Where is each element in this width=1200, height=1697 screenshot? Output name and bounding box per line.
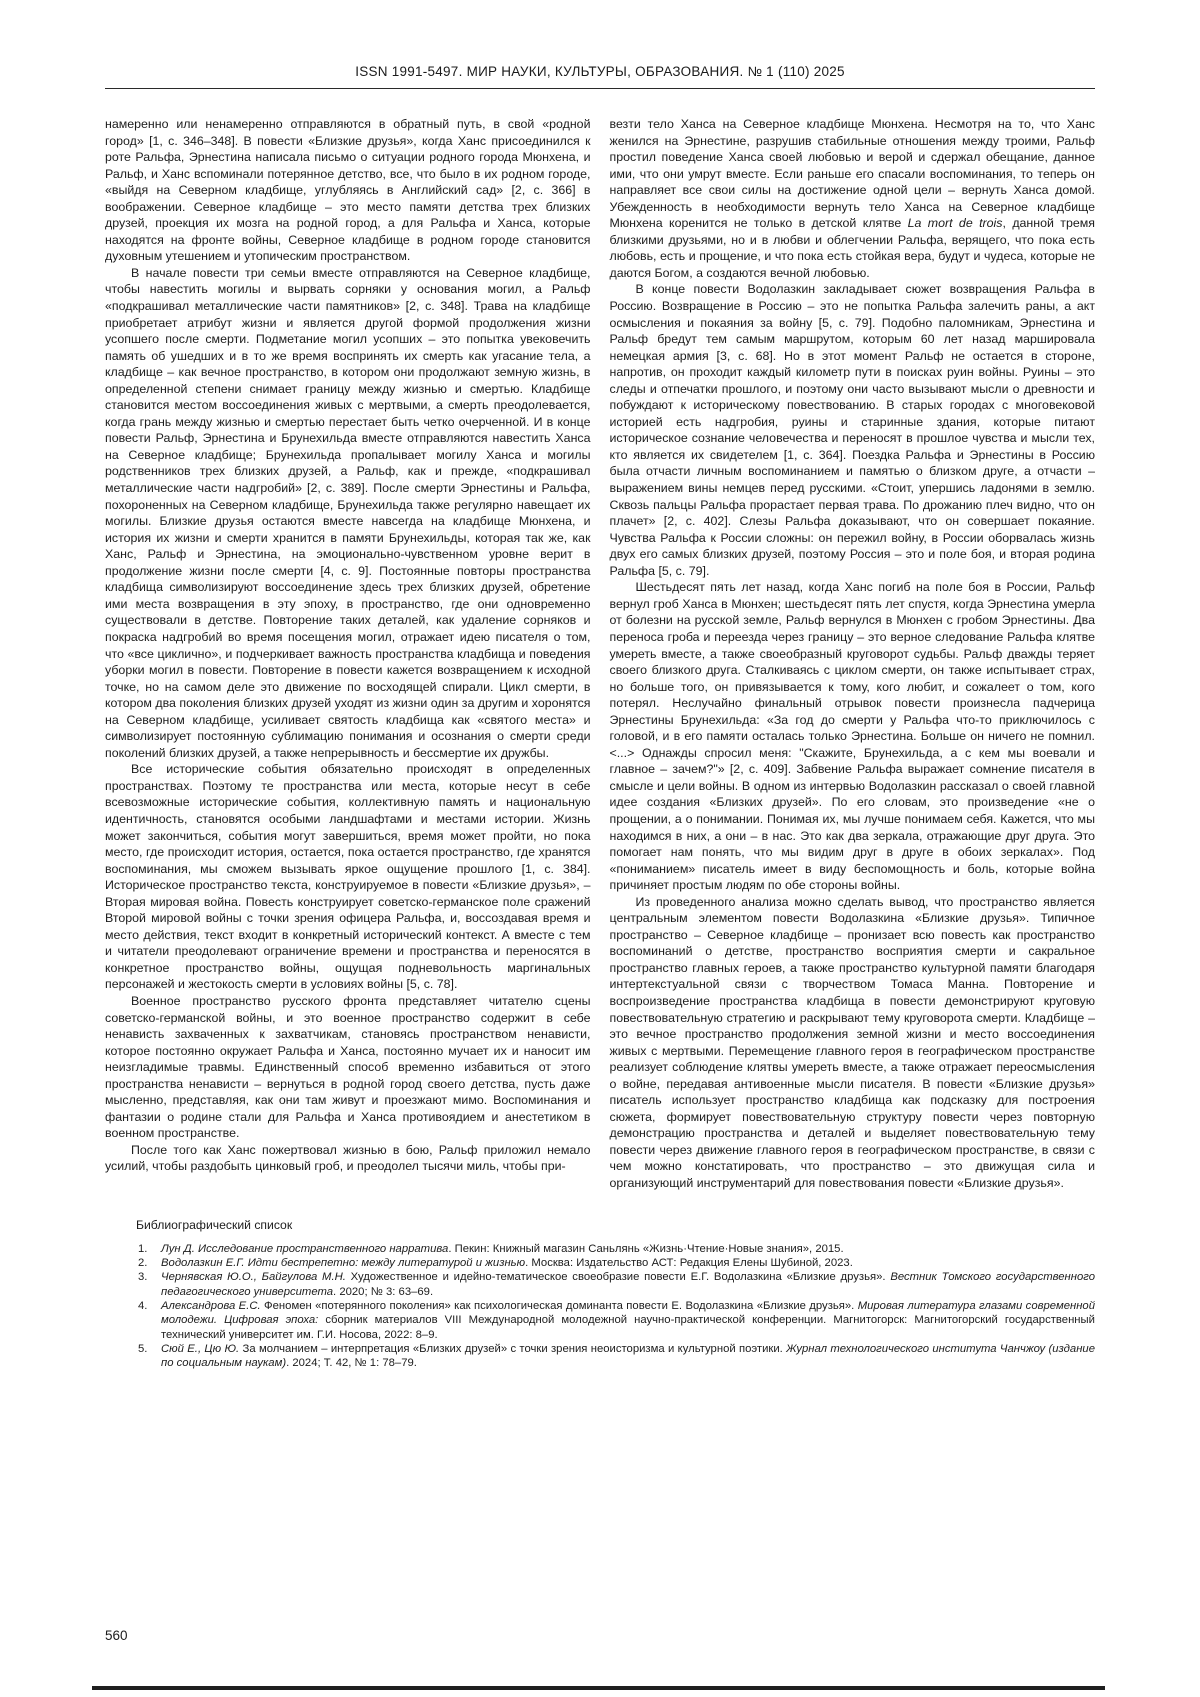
bibliography-entry-text: Водолазкин Е.Г. Идти бестрепетно: между литературой и жизнью. Москва: Издательство АСТ: Редакция Елены Шубиной, 2023. (161, 1257, 853, 1270)
bibliography-entry-number: 5. (138, 1342, 148, 1355)
paragraph: намеренно или ненамеренно отправляются в обратный путь, в свой «родной город» [1, с. 346–348]. В повести «Близкие друзья», когда Ханс присоединился к роте Ральфа, Эрнестина написала письмо о ситуации родного города Мюнхена, и Ральф, и Ханс вспоминали потерянное детство, все, что было в их родном городе, «выйдя на Северном кладбище, углубляясь в Английский сад» [2, с. 366] в воображении. Северное кладбище – это место памяти детства трех близких друзей, проекция их мозга на родной город, а для Ральфа и Ханса, которые находятся на фронте войны, Северное кладбище в родном городе становится духовным утешением и утопическим пространством. (105, 117, 591, 264)
header-rule (105, 88, 1095, 89)
bibliography-entry-number: 4. (138, 1300, 148, 1313)
page-header (105, 64, 1095, 89)
bibliography-entry-number: 2. (138, 1257, 148, 1270)
right-column (610, 116, 1096, 1192)
paragraph: В начале повести три семьи вместе отправляются на Северное кладбище, чтобы навестить могилы и вырвать сорняки у основания могил, а Ральф «подкрашивал металлические части памятников» [2, с. 348]. Трава на кладбище приобретает атрибут жизни и является другой формой продолжения жизни усопшего после смерти. Подметание могил усопших – это попытка увековечить память об ушедших и в то же время воспринять их смерть как угасание тела, а кладбище – как вечное пространство, в котором они продолжают земную жизнь, в определенной степени снимает границу между жизнью и смертью. Кладбище становится местом воссоединения живых с мертвыми, а смерть преодолевается, когда грань между жизнью и смертью перестает быть четко очерченной. И в конце повести Ральф, Эрнестина и Брунехильда вместе отправляются навестить Ханса на Северное кладбище; Брунехильда пропалывает могилу Ханса и могилы родственников трех близких друзей, а Ральф, как и прежде, «подкрашивал металлические части надгробий» [2, с. 389]. После смерти Эрнестины и Ральфа, похороненных на Северном кладбище, Брунехильда также регулярно навещает их могилы. Близкие друзья остаются вместе навсегда на кладбище Мюнхена, и история их жизни и смерти хранится в памяти Брунехильды, которая так же, как Ханс, Ральф и Эрнестина, на эмоционально-чувственном уровне верит в продолжение жизни после смерти [4, с. 9]. Постоянные повторы пространства кладбища символизируют воссоединение здесь трех близких друзей, обретение ими места возвращения в эту эпоху, в пространство, где они одновременно существовали в детстве. Повторение таких деталей, как удаление сорняков и покраска надгробий во время посещения могил, отражает идею писателя о том, что «все циклично», и подчеркивает важность пространства кладбища и поведения уборки могил в повести. Повторение в повести кажется возвращением к исходной точке, но на самом деле это движение по восходящей спирали. Цикл смерти, в котором два поколения близких друзей уходят из жизни один за другим и хоронятся на Северном кладбище, усиливает святость кладбища как «святого места» и символизирует постоянную сублимацию понимания и осознания о смерти среди поколений близких друзей, а также непрерывность и бессмертие их дружбы. (105, 265, 591, 760)
bibliography-entry-number: 1. (138, 1242, 148, 1255)
bibliography-entry-text: Александрова Е.С. Феномен «потерянного поколения» как психологическая доминанта повести Е. Водолазкина «Близкие друзья». Мировая литература глазами современной молодежи. Цифровая эпоха: сборник материалов VIII Международной молодежной научно-практической конференции. Магнитогорск: Магнитогорский государственный технический университет им. Г.И. Носова, 2022: 8–9. (161, 1300, 1095, 1341)
paragraph: После того как Ханс пожертвовал жизнью в бою, Ральф приложил немало усилий, чтобы раздобыть цинковый гроб, и преодолел тысячи миль, чтобы при- (105, 1142, 591, 1174)
bibliography-entry-text: Сюй Е., Цю Ю. За молчанием – интерпретация «Близких друзей» с точки зрения неоисторизма и культурной поэтики. Журнал технологического института Чанчжоу (издание по социальным наукам). 2024; Т. 42, № 1: 78–79. (161, 1342, 1095, 1370)
bibliography-entry (105, 1270, 1095, 1299)
bibliography-entry (105, 1342, 1095, 1371)
paragraph: Все исторические события обязательно происходят в определенных пространствах. Поэтому те пространства или места, которые несут в себе всевозможные исторические события, коллективную память и национальную идентичность, становятся особыми ландшафтами и местами истории. Жизнь может закончиться, события могут завершиться, время может пройти, но пока место, где происходит история, остается, пока остается пространство, где хранятся воспоминания, мы сможем вызывать яркое ощущение прошлого [1, с. 384]. Историческое пространство текста, конструируемое в повести «Близкие друзья», – Вторая мировая война. Повесть конструирует советско-германское поле сражений Второй мировой войны с точки зрения офицера Ральфа, и, воссоздавая время и место действия, текст входит в конкретный исторический контекст. А вместе с тем и читатели преодолевают ограничение времени и пространства и переносятся в конкретное пространство войны, ощущая подневольность маргинальных персонажей и жестокость смерти в условиях войны [5, с. 78]. (105, 762, 591, 992)
bibliography-title: Библиографический список (136, 1217, 293, 1232)
paragraph: везти тело Ханса на Северное кладбище Мюнхена. Несмотря на то, что Ханс женился на Эрнестине, разрушив стабильные отношения между троими, Ральф простил поведение Ханса своей любовью и верой и сдержал обещание, данное ими, что они умрут вместе. Если раньше его спасали воспоминания, то теперь он направляет все свои силы на достижение одной цели – вернуть Ханса домой. Убежденность в необходимости вернуть тело Ханса на Северное кладбище Мюнхена коренится не только в детской клятве La mort de trois, данной тремя близкими друзьями, но и в любви и облегчении Ральфа, верящего, что пока есть любовь, есть и прощение, и что пока есть стойкая вера, будут и чудеса, которые не даются Богом, а создаются вечной любовью. (609, 117, 1095, 280)
paragraph: Из проведенного анализа можно сделать вывод, что пространство является центральным элементом повести Водолазкина «Близкие друзья». Типичное пространство – Северное кладбище – пронизает всю повесть как пространство воспоминаний о детстве, пространство восприятия смерти и сакральное пространство главных героев, а также пространство культурной памяти благодаря интертекстуальной связи с творчеством Томаса Манна. Повторение и воспроизведение пространства кладбища в повести демонстрируют круговую повествовательную стратегию и раскрывают тему круговорота смерти. Кладбище – это вечное пространство продолжения земной жизни и место воссоединения живых с мертвыми. Перемещение главного героя в географическом пространстве реализует соблюдение клятвы умереть вместе, а также отражает переосмысления о войне, передавая антивоенные мысли писателя. В повести «Близкие друзья» писатель использует пространство кладбища как подсказку для построения сюжета, формирует повествовательную структуру повести через повторную демонстрацию пространства и деталей и выделяет повествовательную тему повести через движение главного героя в географическом пространстве, в связи с чем можно констатировать, что пространство – это движущая сила и организующий инструментарий для повествования повести «Близкие друзья». (609, 894, 1095, 1190)
paragraph: Шестьдесят пять лет назад, когда Ханс погиб на поле боя в России, Ральф вернул гроб Ханса в Мюнхен; шестьдесят пять лет спустя, когда Эрнестина умерла от болезни на русской земле, Ральф вернулся в Мюнхен с гробом Эрнестины. Два переноса гроба и переезда через границу – это верное следование Ральфа клятве умереть вместе, а также своеобразный круговорот судьбы. Ральф дважды теряет своего близкого друга. Сталкиваясь с циклом смерти, он также испытывает страх, но больше того, он привязывается к тому, кого любит, и сожалеет о том, кого потерял. Неслучайно финальный отрывок повести произнесла падчерица Эрнестины Брунехильда: «За год до смерти у Ральфа что-то приключилось с головой, и в его памяти осталась только Эрнестина. Больше он ничего не помнил. <...> Однажды спросил меня: "Скажите, Брунехильда, а с кем мы воевали и главное – зачем?"» [2, с. 409]. Забвение Ральфа выражает сомнение писателя в смысле и цели войны. В одном из интервью Водолазкин рассказал о своей главной идее создания «Близких друзей». По его словам, это произведение «не о прощении, а о понимании. Понимая их, мы лучше понимаем себя. Кажется, что мы находимся в них, а они – в нас. Это как два зеркала, отражающие друг друга. Это помогает нам понять, что мы видим друг в друге в обоих зеркалах». Под «пониманием» писатель имеет в виду беспомощность и боль, которые война причиняет простым людям по обе стороны войны. (609, 580, 1095, 893)
bibliography-entry-text: Лун Д. Исследование пространственного нарратива. Пекин: Книжный магазин Саньлянь «Жизнь·Чтение·Новые знания», 2015. (161, 1242, 844, 1255)
bibliography-entry (105, 1256, 1095, 1270)
bibliography-entry (105, 1242, 1095, 1256)
article-body (105, 116, 1095, 1192)
bibliography-entry-number: 3. (138, 1271, 148, 1284)
paragraph: В конце повести Водолазкин закладывает сюжет возвращения Ральфа в Россию. Возвращение в Россию – это не попытка Ральфа залечить раны, а акт осмысления и покаяния за войну [5, с. 79]. Подобно паломникам, Эрнестина и Ральф бредут тем самым маршрутом, которым 60 лет назад маршировала немецкая армия [3, с. 68]. Но в этот момент Ральф не остается в стороне, напротив, он проходит каждый километр пути в поисках руин войны. Руины – это следы и отпечатки прошлого, и поэтому они часто вызывают мысли о древности и побуждают к историческому повествованию. В старых городах с многовековой историей есть надгробия, руины и старинные здания, которые питают историческое сознание человечества и переносят в прошлое чувства и мысли тех, кто является их свидетелем [1, с. 364]. Поездка Ральфа и Эрнестины в Россию была отчасти личным воспоминанием и памятью о близком друге, а отчасти – выражением вины немцев перед русскими. «Стоит, упершись ладонями в землю. Сквозь пальцы Ральфа прорастает первая трава. По дрожанию плеч видно, что он плачет» [2, с. 402]. Слезы Ральфа доказывают, что он совершает покаяние. Чувства Ральфа к России сложны: он пережил войну, в России оборвалась жизнь двух его самых близких друзей, поэтому Россия – это и поле боя, и вторая родина Ральфа [5, с. 79]. (609, 282, 1095, 578)
page-number: 560 (105, 1628, 128, 1643)
journal-issue-line: ISSN 1991-5497. МИР НАУКИ, КУЛЬТУРЫ, ОБРАЗОВАНИЯ. № 1 (110) 2025 (355, 64, 845, 79)
bibliography-section (105, 1218, 1095, 1371)
paragraph: Военное пространство русского фронта представляет читателю сцены советско-германской войны, и это военное пространство содержит в себе ненависть захваченных к захватчикам, становясь пространством ненависти, которое постоянно окружает Ральфа и Ханса, постоянно мучает их и наносит им неизгладимые травмы. Единственный способ временно избавиться от этого пространства ненависти – вернуться в родной город своего детства, пусть даже мысленно, представляя, как они там живут и проезжают мимо. Воспоминания и фантазии о родине стали для Ральфа и Ханса противоядием и анестетиком в военном пространстве. (105, 993, 591, 1141)
bibliography-entry (105, 1299, 1095, 1342)
left-column (105, 116, 591, 1192)
bibliography-entry-text: Чернявская Ю.О., Байгулова М.Н. Художественное и идейно-тематическое своеобразие повести Е.Г. Водолазкина «Близкие друзья». Вестник Томского государственного педагогического университета. 2020; № 3: 63–69. (161, 1271, 1095, 1298)
page-bottom-rule (92, 1686, 1105, 1690)
